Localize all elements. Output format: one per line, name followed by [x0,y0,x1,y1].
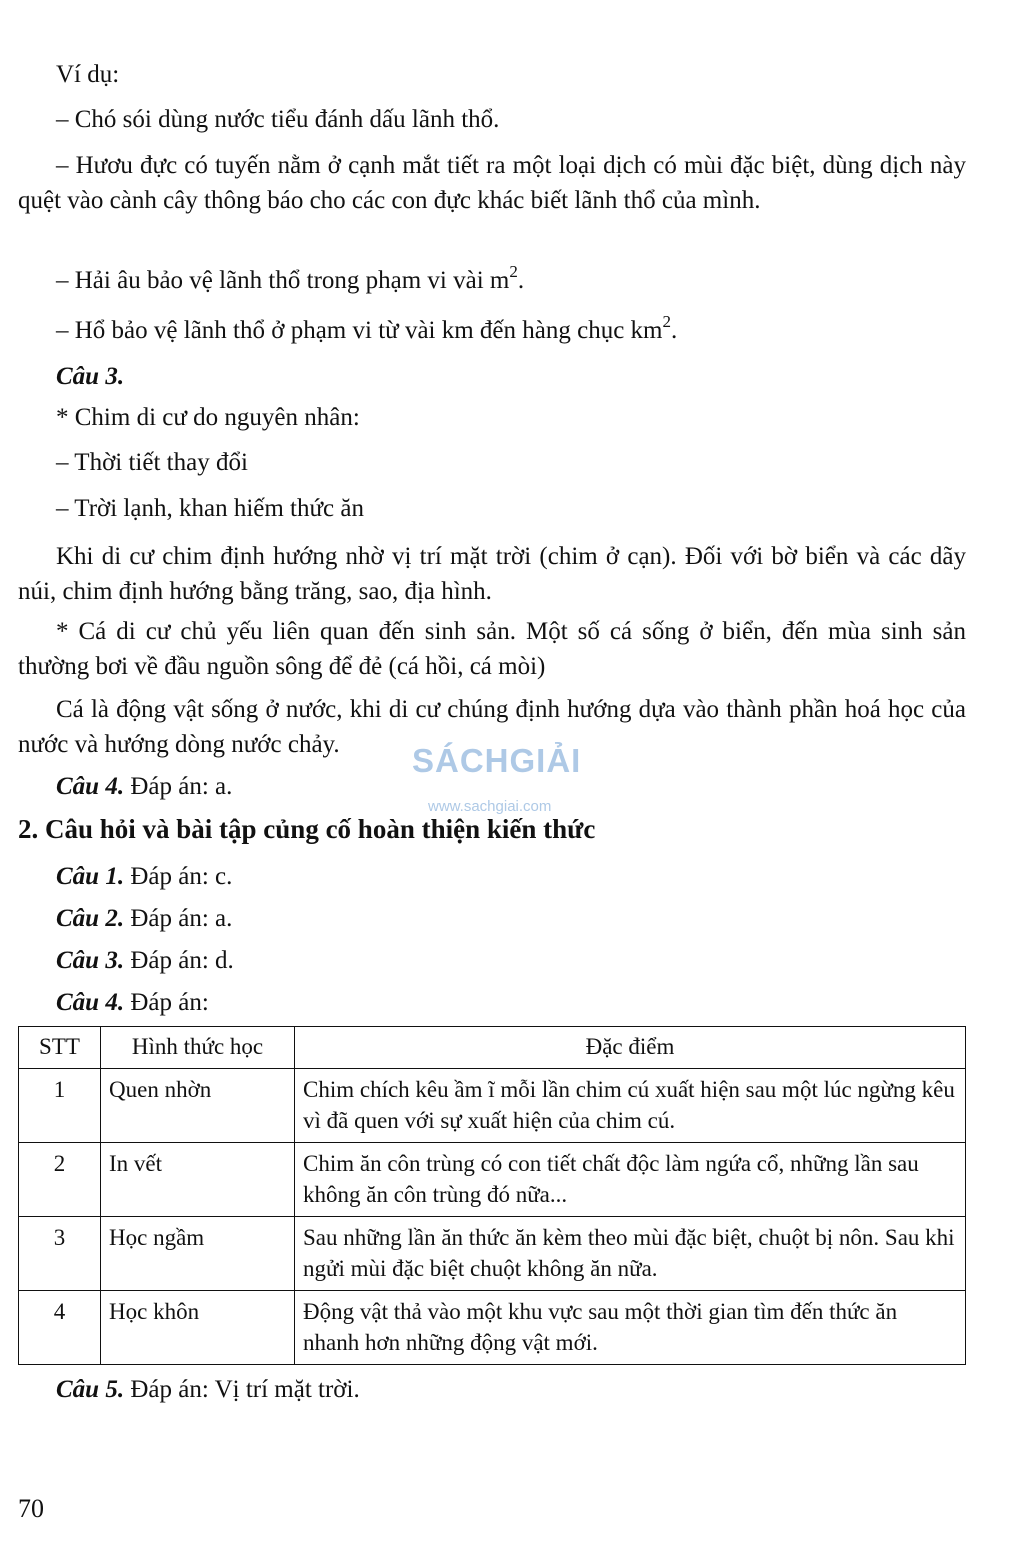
bird-orientation-text: Khi di cư chim định hướng nhờ vị trí mặt trời (chim ở cạn). Đối với bờ biển và các dãy núi, chim định hướng bằng trăng, sao, địa hình. [18,543,966,605]
table-row [19,1291,966,1365]
table-row [19,1143,966,1217]
learning-forms-table [18,1026,966,1365]
answer-1-text: Đáp án: c. [130,863,233,890]
example-label: Ví dụ: [56,61,120,88]
answer-2-text: Đáp án: a. [130,905,233,932]
question-5-answer: Đáp án: Vị trí mặt trời. [130,1376,360,1403]
cell-form: Học ngầm [101,1217,295,1291]
answer-1-label: Câu 1. [56,863,125,890]
answer-2-label: Câu 2. [56,905,125,932]
cell-desc: Chim chích kêu ầm ĩ mỗi lần chim cú xuất hiện sau một lúc ngừng kêu vì đã quen với sự xuất hiện của chim cú. [295,1069,966,1143]
section2-answer-2 [56,902,232,936]
weather-line: – Thời tiết thay đổi [56,449,248,476]
cell-stt: 3 [19,1217,101,1291]
watermark [412,742,622,822]
table-row [19,1069,966,1143]
answer-3-text: Đáp án: d. [130,947,234,974]
cell-form: In vết [101,1143,295,1217]
answer-4-label: Câu 4. [56,989,125,1016]
question-5-label: Câu 5. [56,1376,125,1403]
cold-line: – Trời lạnh, khan hiếm thức ăn [56,495,364,522]
cell-form: Quen nhờn [101,1069,295,1143]
header-form: Hình thức học [101,1027,295,1069]
table-row [19,1217,966,1291]
fish-migration-paragraph [18,614,966,684]
table-header-row [19,1027,966,1069]
section2-answer-4 [56,986,209,1020]
section2-answer-1 [56,860,232,894]
cell-stt: 1 [19,1069,101,1143]
question-4-answer: Đáp án: a. [130,773,233,800]
cell-desc: Chim ăn côn trùng có con tiết chất độc làm ngứa cổ, những lần sau không ăn côn trùng đó nữa... [295,1143,966,1217]
bird-migration-causes: * Chim di cư do nguyên nhân: [56,404,360,431]
fish-migration-text: * Cá di cư chủ yếu liên quan đến sinh sản. Một số cá sống ở biển, đến mùa sinh sản thường bơi về đầu nguồn sông để đẻ (cá hồi, cá mòi) [18,618,966,680]
question-5-answer-line [56,1373,360,1407]
tiger-period: . [671,317,678,344]
fish-orientation-text: Cá là động vật sống ở nước, khi di cư chúng định hướng dựa vào thành phần hoá học của nước và hướng dòng nước chảy. [18,696,966,758]
answer-4-text: Đáp án: [130,989,209,1016]
cell-stt: 2 [19,1143,101,1217]
cell-desc: Động vật thả vào một khu vực sau một thời gian tìm đến thức ăn nhanh hơn những động vật mới. [295,1291,966,1365]
deer-paragraph [18,148,966,218]
tiger-exponent: 2 [662,311,672,331]
question-4-label: Câu 4. [56,773,125,800]
cell-desc: Sau những lần ăn thức ăn kèm theo mùi đặc biệt, chuột bị nôn. Sau khi ngửi mùi đặc biệt chuột không ăn nữa. [295,1217,966,1291]
seagull-period: . [517,267,525,294]
seagull-line [56,261,525,298]
question-3-label: Câu 3. [56,363,125,390]
tiger-text: – Hổ bảo vệ lãnh thổ ở phạm vi từ vài km đến hàng chục km [56,317,663,344]
header-characteristics: Đặc điểm [295,1027,966,1069]
section2-answer-3 [56,944,234,978]
seagull-exponent: 2 [509,261,518,281]
header-stt: STT [19,1027,101,1069]
question-4-answer-line [56,770,232,804]
wolf-line: – Chó sói dùng nước tiểu đánh dấu lãnh thổ. [56,106,500,133]
deer-text: – Hươu đực có tuyến nằm ở cạnh mắt tiết ra một loại dịch có mùi đặc biệt, dùng dịch này quệt vào cành cây thông báo cho các con đực khác biết lãnh thổ của mình. [18,152,966,214]
answer-3-label: Câu 3. [56,947,125,974]
seagull-text: – Hải âu bảo vệ lãnh thổ trong phạm vi vài m [56,267,510,294]
tiger-line [56,311,678,348]
watermark-logo: SÁCHGIẢI [412,742,582,779]
watermark-url: www.sachgiai.com [428,798,552,815]
bird-orientation-paragraph [18,539,966,609]
section-2-heading: 2. Câu hỏi và bài tập củng cố hoàn thiện kiến thức [18,814,596,844]
cell-form: Học khôn [101,1291,295,1365]
cell-stt: 4 [19,1291,101,1365]
page-number: 70 [18,1494,44,1523]
